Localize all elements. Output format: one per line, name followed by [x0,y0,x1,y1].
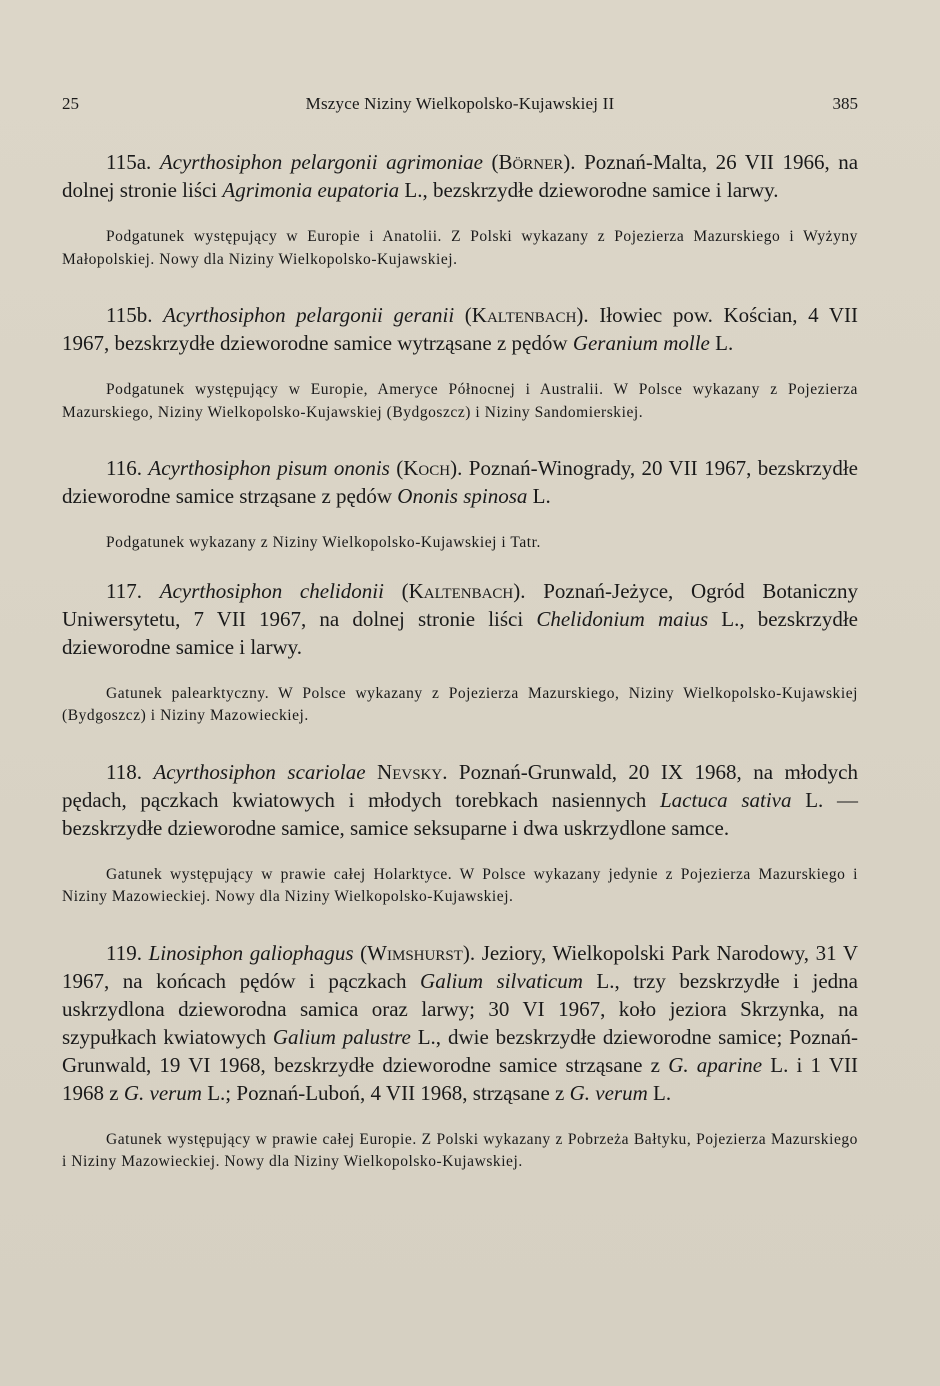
record-text: L., dwie bezskrzydłe dzieworodne samice; Poznań-Grunwald, 19 VI 1968, bezskrzydłe dzieworodne samice strząsane z [62,1024,858,1077]
host-plant: G. verum [123,1080,202,1105]
species-note: Gatunek występujący w prawie całej Holarktyce. W Polsce wykazany jedynie z Pojezierza Mazurskiego i Niziny Mazowieckiej. Nowy dla Niziny Wielkopolsko-Kujawskiej. [62,865,858,905]
species-note: Podgatunek występujący w Europie i Anatolii. Z Polski wykazany z Pojezierza Mazurskiego i Wyżyny Małopolskiej. Nowy dla Niziny Wielkopolsko-Kujawskiej. [62,228,858,268]
page-number-left: 25 [62,94,79,113]
species-note: Podgatunek wykazany z Niziny Wielkopolsko-Kujawskiej i Tatr. [106,534,541,551]
author-name: Börner [498,150,564,174]
host-plant: Geranium molle [572,331,710,355]
host-plant: G. aparine [668,1052,763,1077]
species-entry: 115b. Acyrthosiphon pelargonii geranii (Kaltenbach). Iłowiec pow. Kościan, 4 VII 1967, bezskrzydłe dzieworodne samice wytrząsane z pędów Geranium molle L. [62,303,859,355]
record-text: Poznań-Grunwald, 20 IX 1968, na młodych pędach, pączkach kwiatowych i młodych torebkach nasiennych [62,759,859,812]
record-text: L., bezskrzydłe dzieworodne samice i larwy. [399,178,779,202]
page-number-right: 385 [832,94,858,113]
species-name: Acyrthosiphon pelargonii geranii [163,303,455,327]
author-name: Nevsky [377,759,443,784]
host-plant: Ononis spinosa [397,484,528,508]
record-text: L.; Poznań-Luboń, 4 VII 1968, strząsane z [201,1080,570,1105]
entry-number: 116. [106,456,142,480]
author-name: Kaltenbach [408,578,514,603]
species-note: Gatunek występujący w prawie całej Europie. Z Polski wykazany z Pobrzeża Bałtyku, Pojezierza Mazurskiego i Niziny Mazowieckiej. Nowy dla Niziny Wielkopolsko-Kujawskiej. [62,1130,858,1170]
species-entry: 119. Linosiphon galiophagus (Wimshurst). Jeziory, Wielkopolski Park Narodowy, 31 V 1967, na końcach pędów i pączkach Galium silvaticum L., trzy bezskrzydłe i jedna uskrzydlona dzieworodna samica oraz larwy; 30 VI 1967, koło jeziora Skrzynka, na szypułkach kwiatowych Galium palustre L., dwie bezskrzydłe dzieworodne samice; Poznań-Grunwald, 19 VI 1968, bezskrzydłe dzieworodne samice strząsane z G. aparine L. i 1 VII 1968 z G. verum L.; Poznań-Luboń, 4 VII 1968, strząsane z G. verum L. [62,940,859,1105]
record-text: L. [527,484,551,508]
host-plant: Galium silvaticum [420,968,583,993]
species-name: Acyrthosiphon pisum ononis [148,456,390,480]
page-body [62,148,858,1174]
host-plant: Agrimonia eupatoria [222,178,400,202]
host-plant: Chelidonium maius [536,606,709,631]
species-name: Linosiphon galiophagus [148,940,354,965]
record-text: L. i 1 VII 1968 z [62,1052,859,1105]
species-entry: 118. Acyrthosiphon scariolae Nevsky. Poznań-Grunwald, 20 IX 1968, na młodych pędach, pączkach kwiatowych i młodych torebkach nasiennych Lactuca sativa L. — bezskrzydłe dzieworodne samice, samice seksuparne i dwa uskrzydlone samce. [62,759,859,840]
species-name: Acyrthosiphon chelidonii [159,578,384,603]
species-entry: 116. Acyrthosiphon pisum ononis (Koch). Poznań-Winogrady, 20 VII 1967, bezskrzydłe dzieworodne samice strząsane z pędów Ononis spinosa L. [62,456,858,508]
record-text: Poznań-Winogrady, 20 VII 1967, bezskrzydłe dzieworodne samice strząsane z pędów [62,456,858,508]
author-name: Koch [403,456,451,480]
record-text: L. — bezskrzydłe dzieworodne samice, samice seksuparne i dwa uskrzydlone samce. [62,787,859,840]
host-plant: G. verum [569,1080,648,1105]
species-note: Gatunek palearktyczny. W Polsce wykazany z Pojezierza Mazurskiego, Niziny Wielkopolsko-Kujawskiej (Bydgoszcz) i Niziny Mazowieckiej. [62,684,858,724]
species-name: Acyrthosiphon pelargonii agrimoniae [159,150,483,174]
entry-number: 115b. [106,303,153,327]
host-plant: Lactuca sativa [659,787,792,812]
species-entry: 115a. Acyrthosiphon pelargonii agrimoniae (Börner). Poznań-Malta, 26 VII 1966, na dolnej stronie liści Agrimonia eupatoria L., bezskrzydłe dzieworodne samice i larwy. [62,150,859,202]
record-text: L., bezskrzydłe dzieworodne samice i larwy. [62,606,858,659]
host-plant: Galium palustre [272,1024,411,1049]
species-entry: 117. Acyrthosiphon chelidonii (Kaltenbach). Poznań-Jeżyce, Ogród Botaniczny Uniwersytetu, 7 VII 1967, na dolnej stronie liści Chelidonium maius L., bezskrzydłe dzieworodne samice i larwy. [62,578,859,659]
entry-number: 118. [106,759,142,784]
record-text: Poznań-Malta, 26 VII 1966, na dolnej stronie liści [62,150,859,202]
record-text: Jeziory, Wielkopolski Park Narodowy, 31 V 1967, na końcach pędów i pączkach [62,940,858,993]
species-name: Acyrthosiphon scariolae [153,759,366,784]
record-text: L. [647,1080,672,1105]
author-name: Wimshurst [367,940,463,965]
entry-number: 117. [106,578,142,603]
entry-number: 119. [106,940,142,965]
record-text: L. [709,331,734,355]
entry-number: 115a. [106,150,152,174]
author-name: Kaltenbach [471,303,577,327]
running-title: Mszyce Niziny Wielkopolsko-Kujawskiej II [305,94,615,113]
record-text: Iłowiec pow. Kościan, 4 VII 1967, bezskrzydłe dzieworodne samice wytrząsane z pędów [62,303,859,355]
record-text: Poznań-Jeżyce, Ogród Botaniczny Uniwersytetu, 7 VII 1967, na dolnej stronie liści [62,578,859,631]
record-text: L., trzy bezskrzydłe i jedna uskrzydlona dzieworodna samica oraz larwy; 30 VI 1967, koło jeziora Skrzynka, na szypułkach kwiatowych [62,968,858,1049]
running-header [62,94,858,118]
species-note: Podgatunek występujący w Europie, Ameryce Północnej i Australii. W Polsce wykazany z Pojezierza Mazurskiego, Niziny Wielkopolsko-Kujawskiej (Bydgoszcz) i Niziny Sandomierskiej. [62,381,858,421]
